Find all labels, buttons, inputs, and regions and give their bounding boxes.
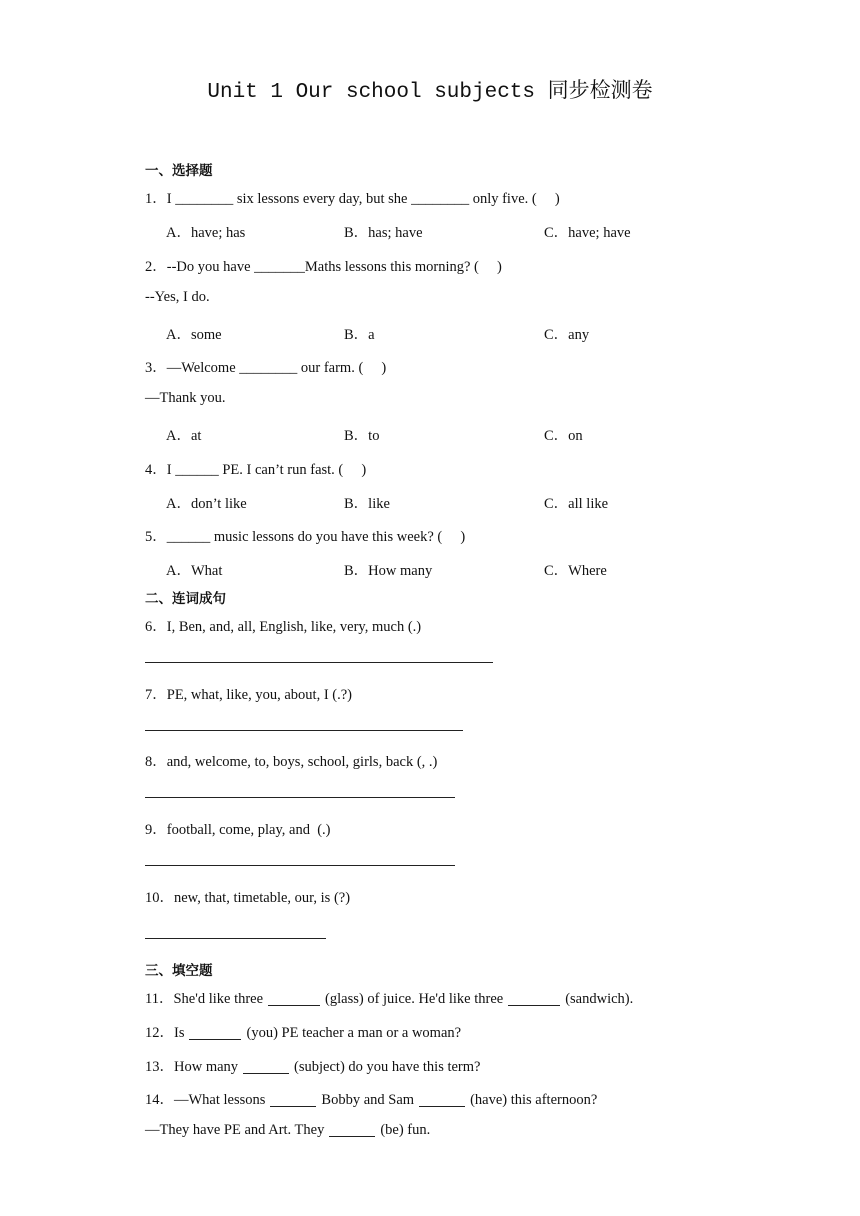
question-2: 2．--Do you have _______Maths lessons this morning? ( ) bbox=[145, 259, 502, 275]
q11-blank-2[interactable] bbox=[508, 991, 560, 1006]
q14-reply-text-2: (be) fun. bbox=[380, 1122, 431, 1138]
question-3: 3．—Welcome ________ our farm. ( ) bbox=[145, 360, 387, 376]
question-12 bbox=[145, 1021, 461, 1042]
q5-option-a[interactable]: A．What bbox=[166, 563, 223, 579]
q2-option-c[interactable]: C．any bbox=[544, 327, 590, 343]
q12-text-1: 12．Is bbox=[145, 1025, 185, 1041]
q3-option-a[interactable]: A．at bbox=[166, 428, 202, 444]
answer-line-9[interactable] bbox=[145, 865, 455, 866]
q1-option-c[interactable]: C．have; have bbox=[544, 225, 631, 241]
question-3-reply: —Thank you. bbox=[145, 390, 226, 406]
question-4: 4．I ______ PE. I can’t run fast. ( ) bbox=[145, 462, 367, 478]
q11-blank-1[interactable] bbox=[268, 991, 320, 1006]
section-heading-sentence: 二、连词成句 bbox=[145, 591, 226, 607]
question-8: 8．and, welcome, to, boys, school, girls, back (, .) bbox=[145, 754, 438, 770]
question-10: 10．new, that, timetable, our, is (?) bbox=[145, 890, 351, 906]
q13-blank-1[interactable] bbox=[243, 1059, 289, 1074]
question-14 bbox=[145, 1088, 597, 1109]
question-6: 6．I, Ben, and, all, English, like, very, much (.) bbox=[145, 619, 422, 635]
q14-blank-2[interactable] bbox=[419, 1092, 465, 1107]
q11-text-1: 11．She'd like three bbox=[145, 991, 264, 1007]
page-title: Unit 1 Our school subjects 同步检测卷 bbox=[207, 81, 653, 104]
q13-text-2: (subject) do you have this term? bbox=[294, 1059, 481, 1075]
q12-blank-1[interactable] bbox=[189, 1025, 241, 1040]
q3-option-b[interactable]: B．to bbox=[344, 428, 380, 444]
section-heading-fill: 三、填空题 bbox=[145, 963, 213, 979]
answer-line-10[interactable] bbox=[145, 938, 326, 939]
question-7: 7．PE, what, like, you, about, I (.?) bbox=[145, 687, 352, 703]
q2-option-a[interactable]: A．some bbox=[166, 327, 222, 343]
q4-option-b[interactable]: B．like bbox=[344, 496, 390, 512]
q3-option-c[interactable]: C．on bbox=[544, 428, 583, 444]
q11-text-3: (sandwich). bbox=[565, 991, 634, 1007]
q14-blank-3[interactable] bbox=[329, 1122, 375, 1137]
q1-option-a[interactable]: A．have; has bbox=[166, 225, 246, 241]
q14-text-1: 14．—What lessons bbox=[145, 1092, 266, 1108]
q14-text-2: Bobby and Sam bbox=[321, 1092, 415, 1108]
q4-option-c[interactable]: C．all like bbox=[544, 496, 609, 512]
q13-text-1: 13．How many bbox=[145, 1059, 239, 1075]
question-13 bbox=[145, 1055, 480, 1076]
question-14-reply bbox=[145, 1122, 430, 1139]
answer-line-8[interactable] bbox=[145, 797, 455, 798]
question-11 bbox=[145, 987, 633, 1008]
q5-option-c[interactable]: C．Where bbox=[544, 563, 607, 579]
answer-line-7[interactable] bbox=[145, 730, 463, 731]
q14-blank-1[interactable] bbox=[270, 1092, 316, 1107]
q14-text-3: (have) this afternoon? bbox=[470, 1092, 598, 1108]
answer-line-6[interactable] bbox=[145, 662, 493, 663]
question-9: 9．football, come, play, and (.) bbox=[145, 822, 331, 838]
q14-reply-text-1: —They have PE and Art. They bbox=[145, 1122, 325, 1138]
q12-text-2: (you) PE teacher a man or a woman? bbox=[246, 1025, 462, 1041]
q11-text-2: (glass) of juice. He'd like three bbox=[325, 991, 504, 1007]
q1-option-b[interactable]: B．has; have bbox=[344, 225, 423, 241]
q2-option-b[interactable]: B．a bbox=[344, 327, 375, 343]
section-heading-choice: 一、选择题 bbox=[145, 163, 213, 179]
q5-option-b[interactable]: B．How many bbox=[344, 563, 433, 579]
q4-option-a[interactable]: A．don’t like bbox=[166, 496, 247, 512]
question-5: 5．______ music lessons do you have this week? ( ) bbox=[145, 529, 466, 545]
question-2-reply: --Yes, I do. bbox=[145, 289, 210, 305]
question-1: 1．I ________ six lessons every day, but she ________ only five. ( ) bbox=[145, 191, 560, 207]
